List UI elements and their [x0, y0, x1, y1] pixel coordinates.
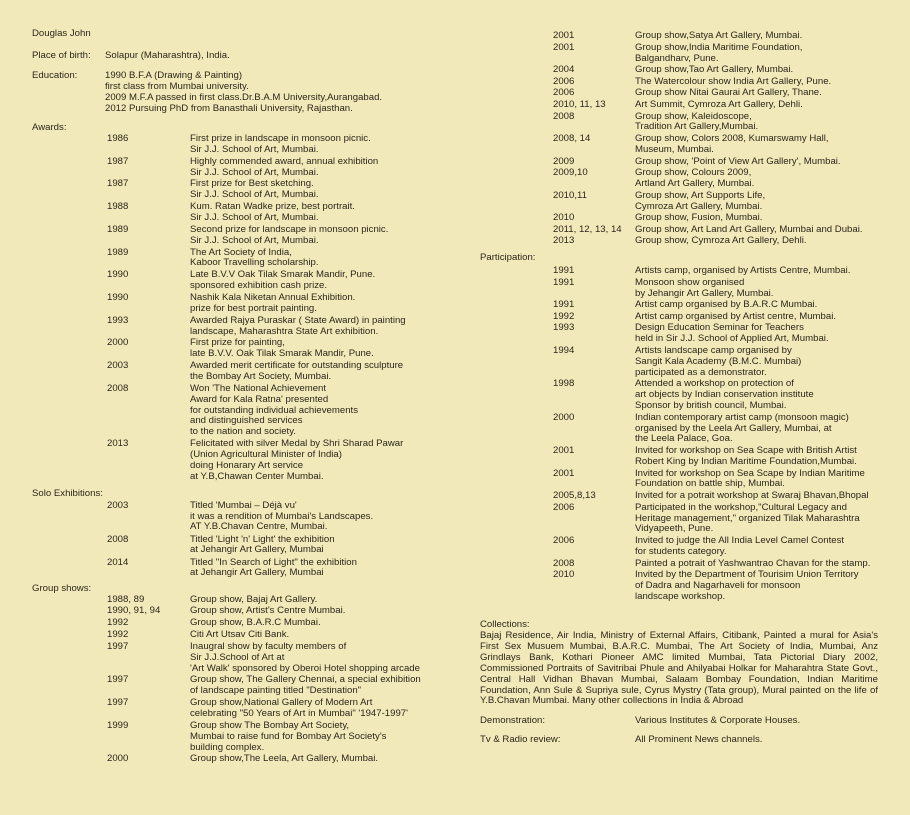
group-text: Group show,The Leela, Art Gallery, Mumbai. — [190, 753, 379, 765]
group-text: Group show, Bajaj Art Gallery. — [190, 593, 318, 605]
collections-line: Commissioned Portraits of Savitribai Phule and Ahilyabai Holkar for Maharahtra State Govt., — [480, 662, 878, 674]
participation-text: participated as a demonstrator. — [635, 366, 767, 378]
award-text: Awarded Rajya Puraskar ( State Award) in painting — [190, 314, 406, 326]
award-year: 1986 — [107, 133, 129, 144]
participation-year: 1994 — [553, 344, 575, 356]
group-cont-text: Tradition Art Gallery,Mumbai. — [635, 121, 759, 133]
participation-text: of Dadra and Nagarhaveli for monsoon — [635, 580, 801, 591]
awards-label: Awards: — [32, 122, 67, 133]
award-year: 2003 — [107, 360, 129, 371]
award-text: First prize for Best sketching. — [190, 178, 314, 190]
participation-text: Invited for a potrait workshop at Swaraj Bhavan,Bhopal — [635, 490, 869, 501]
participation-text: by Jehangir Art Gallery, Mumbai. — [635, 287, 774, 299]
award-text: prize for best portrait painting. — [190, 302, 317, 314]
award-year: 1990 — [107, 291, 129, 303]
participation-year: 1992 — [553, 310, 575, 322]
group-year: 2000 — [107, 753, 129, 765]
participation-text: Artist camp organised by Artist centre, Mumbai. — [635, 310, 837, 322]
award-text: (Union Agricultural Minister of India) — [190, 449, 342, 460]
group-year: 1997 — [107, 674, 129, 686]
award-text: Kum. Ratan Wadke prize, best portrait. — [190, 201, 355, 213]
group-cont-year: 2013 — [553, 235, 575, 247]
education-line: 1990 B.F.A (Drawing & Painting) — [105, 70, 243, 81]
group-year: 1997 — [107, 697, 129, 708]
award-text: Second prize for landscape in monsoon picnic. — [190, 223, 389, 235]
group-cont-year: 2011, 12, 13, 14 — [553, 223, 622, 235]
participation-text: Robert King by Indian Maritime Foundation,Mumbai. — [635, 455, 857, 467]
education-line: first class from Mumbai university. — [105, 80, 249, 92]
participation-text: Artist camp organised by B.A.R.C Mumbai. — [635, 299, 818, 311]
education-line: 2012 Pursuing PhD from Banasthali University, Rajasthan. — [105, 102, 353, 114]
solo-text: at Jehangir Art Gallery, Mumbai — [190, 567, 324, 579]
participation-text: Vidyapeeth, Pune. — [635, 523, 714, 535]
group-cont-text: Cymroza Art Gallery, Mumbai. — [635, 200, 763, 212]
award-text: late B.V.V. Oak Tilak Smarak Mandir, Pune. — [190, 348, 374, 360]
participation-text: Sponsor by british council, Mumbai. — [635, 400, 787, 411]
award-text: Kaboor Travelling scholarship. — [190, 257, 319, 269]
award-text: Sir J.J. School of Art, Mumbai. — [190, 143, 319, 155]
group-cont-text: Group show, Fusion, Mumbai. — [635, 212, 763, 224]
participation-year: 2006 — [553, 501, 575, 513]
award-year: 2008 — [107, 382, 129, 394]
award-year: 1988 — [107, 201, 129, 213]
group-text: Group show, The Gallery Chennai, a special exhibition — [190, 674, 421, 686]
award-text: First prize for painting, — [190, 337, 285, 349]
participation-text: Painted a potrait of Yashwantrao Chavan for the stamp. — [635, 557, 871, 569]
participation-year: 1993 — [553, 322, 575, 334]
award-text: Felicitated with silver Medal by Shri Sharad Pawar — [190, 438, 404, 450]
group-text: Group show, Artist's Centre Mumbai. — [190, 605, 346, 617]
group-cont-year: 2009,10 — [553, 167, 588, 179]
participation-year: 2006 — [553, 535, 575, 546]
award-year: 2013 — [107, 438, 129, 450]
award-text: sponsored exhibition cash prize. — [190, 280, 328, 292]
group-cont-year: 2009 — [553, 155, 575, 167]
group-text: of landscape painting titled "Destination" — [190, 685, 362, 697]
group-text: Group show,National Gallery of Modern Art — [190, 697, 373, 708]
award-text: Sir J.J. School of Art, Mumbai. — [190, 189, 319, 201]
participation-year: 2008 — [553, 557, 575, 569]
group-cont-year: 2006 — [553, 87, 575, 99]
collections-line: First Sex Musuem Mumbai, B.A.R.C. Mumbai, The Art Society of India, Mumbai, Anz — [480, 640, 878, 652]
award-year: 1987 — [107, 178, 129, 190]
award-text: to the nation and society. — [190, 426, 296, 438]
solo-text: Titled 'Mumbai – Déjà vu' — [190, 499, 297, 511]
group-cont-text: Group show Nitai Gaurai Art Gallery, Thane. — [635, 87, 822, 99]
group-year: 1997 — [107, 640, 129, 652]
award-year: 1989 — [107, 223, 129, 235]
collections-line: Foundation, Ann Sule & Supriya sule, Cyrus Mystry (Tata group), Mural painted on the life of — [480, 684, 878, 696]
participation-text: Artists camp, organised by Artists Centre, Mumbai. — [635, 265, 851, 276]
participation-year: 1991 — [553, 265, 575, 276]
award-text: landscape, Maharashtra State Art exhibition. — [190, 325, 379, 337]
group-cont-year: 2006 — [553, 75, 575, 87]
group-cont-year: 2004 — [553, 64, 575, 76]
group-cont-text: Group show, Colours 2009, — [635, 167, 752, 179]
participation-year: 2010 — [553, 569, 575, 581]
group-cont-year: 2008, 14 — [553, 133, 591, 144]
group-cont-year: 2008 — [553, 110, 575, 122]
participation-year: 1998 — [553, 378, 575, 390]
tv-label: Tv & Radio review: — [480, 734, 561, 745]
group-cont-text: Artland Art Gallery, Mumbai. — [635, 178, 755, 189]
participation-text: Invited by the Department of Tourisim Union Territory — [635, 569, 859, 581]
solo-text: Titled "In Search of Light" the exhibition — [190, 556, 357, 568]
award-text: and distinguished services — [190, 415, 303, 427]
award-text: Late B.V.V Oak Tilak Smarak Mandir, Pune. — [190, 269, 376, 281]
participation-text: Sangit Kala Academy (B.M.C. Mumbai) — [635, 355, 802, 367]
participation-text: Attended a workshop on protection of — [635, 378, 794, 390]
group-year: 1999 — [107, 719, 129, 731]
participation-text: Foundation on battle ship, Mumbai. — [635, 478, 785, 490]
group-text: Citi Art Utsav Citi Bank. — [190, 628, 290, 640]
education-line: 2009 M.F.A passed in first class.Dr.B.A.M University,Aurangabad. — [105, 91, 383, 103]
artist-name: Douglas John — [32, 28, 91, 39]
group-cont-text: Group show, Kaleidoscope, — [635, 110, 752, 122]
group-cont-text: Group show, Cymroza Art Gallery, Dehli. — [635, 235, 807, 247]
award-text: First prize in landscape in monsoon picnic. — [190, 133, 371, 144]
award-text: Sir J.J. School of Art, Mumbai. — [190, 234, 319, 246]
participation-year: 2001 — [553, 445, 575, 456]
group-year: 1992 — [107, 628, 129, 640]
group-cont-text: The Watercolour show India Art Gallery, Pune. — [635, 75, 832, 87]
solo-text: it was a rendition of Mumbai's Landscapes. — [190, 510, 374, 522]
education-label: Education: — [32, 70, 78, 81]
group-year: 1990, 91, 94 — [107, 605, 161, 617]
group-text: building complex. — [190, 741, 265, 753]
group-cont-year: 2010 — [553, 212, 575, 224]
group-cont-text: Balgandharv, Pune. — [635, 52, 719, 64]
group-cont-text: Group show,India Maritime Foundation, — [635, 41, 803, 53]
award-text: Awarded merit certificate for outstanding sculpture — [190, 360, 404, 371]
participation-text: Invited for workshop on Sea Scape by Indian Maritime — [635, 467, 865, 479]
demonstration-label: Demonstration: — [480, 715, 546, 726]
group-cont-text: Group show,Satya Art Gallery, Mumbai. — [635, 30, 803, 41]
group-cont-year: 2001 — [553, 30, 575, 41]
participation-text: held in Sir J.J. School of Applied Art, Mumbai. — [635, 333, 829, 345]
group-cont-text: Art Summit, Cymroza Art Gallery, Dehli. — [635, 98, 803, 110]
participation-text: for students category. — [635, 545, 727, 557]
award-text: The Art Society of India, — [190, 246, 292, 258]
group-cont-text: Group show, Art Supports Life, — [635, 189, 766, 201]
award-year: 1987 — [107, 155, 129, 167]
group-cont-text: Museum, Mumbai. — [635, 143, 714, 155]
group-cont-text: Group show, Art Land Art Gallery, Mumbai and Dubai. — [635, 223, 863, 235]
participation-text: Monsoon show organised — [635, 276, 745, 288]
demonstration-value: Various Institutes & Corporate Houses. — [635, 715, 801, 726]
group-year: 1992 — [107, 617, 129, 629]
group-year: 1988, 89 — [107, 593, 145, 605]
solo-year: 2008 — [107, 533, 129, 545]
award-year: 1989 — [107, 246, 129, 258]
participation-text: Artists landscape camp organised by — [635, 344, 792, 356]
participation-year: 2005,8,13 — [553, 490, 596, 501]
group-cont-text: Group show, Colors 2008, Kumarswamy Hall, — [635, 133, 829, 144]
collections-line: Y.B.Chavan Mumbai. Many other collections in India & Abroad — [480, 695, 744, 707]
participation-text: art objects by Indian conservation institute — [635, 389, 814, 401]
solo-label: Solo Exhibitions: — [32, 487, 103, 499]
group-cont-year: 2010,11 — [553, 189, 587, 201]
participation-text: Participated in the workshop,"Cultural Legacy and — [635, 501, 847, 513]
award-text: Highly commended award, annual exhibition — [190, 155, 379, 167]
participation-text: organised by the Leela Art Gallery, Mumbai, at — [635, 422, 832, 434]
collections-label: Collections: — [480, 619, 530, 630]
award-text: doing Honarary Art service — [190, 459, 304, 471]
award-text: Nashik Kala Niketan Annual Exhibition. — [190, 291, 356, 303]
participation-text: Invited for workshop on Sea Scape with British Artist — [635, 445, 857, 456]
tv-value: All Prominent News channels. — [635, 734, 763, 745]
group-text: Group show The Bombay Art Society, — [190, 719, 350, 731]
award-text: for outstanding individual achievements — [190, 404, 358, 416]
group-text: celebrating "50 Years of Art in Mumbai" '1947-1997' — [190, 707, 408, 719]
participation-label: Participation: — [480, 252, 536, 263]
group-text: Inaugral show by faculty members of — [190, 640, 347, 652]
award-year: 2000 — [107, 337, 129, 349]
solo-text: at Jehangir Art Gallery, Mumbai — [190, 544, 324, 556]
participation-year: 1991 — [553, 299, 575, 311]
collections-line: Grindlays Bank, Kothari Pioneer AMC limited Mumbai, Tata Pictorial Diary 2002, — [480, 651, 878, 663]
participation-text: Indian contemporary artist camp (monsoon magic) — [635, 411, 849, 423]
group-cont-year: 2001 — [553, 41, 575, 53]
participation-text: the Leela Palace, Goa. — [635, 433, 733, 445]
participation-text: landscape workshop. — [635, 590, 726, 602]
participation-text: Design Education Seminar for Teachers — [635, 322, 804, 334]
solo-year: 2014 — [107, 556, 129, 568]
place-label: Place of birth: — [32, 50, 91, 61]
group-text: Sir J.J.School of Art at — [190, 651, 285, 663]
participation-text: Heritage management," organized Tilak Maharashtra — [635, 512, 860, 524]
group-cont-year: 2010, 11, 13 — [553, 98, 606, 110]
award-year: 1990 — [107, 269, 129, 281]
collections-line: Central Hall Vidhan Bhavan Mumbai, Salaam Bombay Foundation, Indian Maritime — [480, 673, 878, 685]
participation-year: 2000 — [553, 411, 575, 423]
group-cont-text: Group show, 'Point of View Art Gallery', Mumbai. — [635, 155, 841, 167]
award-text: at Y.B,Chawan Center Mumbai. — [190, 470, 324, 482]
participation-year: 1991 — [553, 276, 575, 288]
group-label: Group shows: — [32, 582, 92, 594]
award-text: Sir J.J. School of Art, Mumbai. — [190, 166, 319, 178]
award-text: Sir J.J. School of Art, Mumbai. — [190, 212, 319, 223]
group-text: Mumbai to raise fund for Bombay Art Society's — [190, 730, 387, 742]
solo-year: 2003 — [107, 499, 129, 511]
participation-year: 2001 — [553, 467, 575, 479]
award-year: 1993 — [107, 314, 129, 326]
participation-text: Invited to judge the All India Level Camel Contest — [635, 535, 845, 546]
group-text: 'Art Walk' sponsored by Oberoi Hotel shopping arcade — [190, 662, 420, 674]
solo-text: Titled 'Light 'n' Light' the exhibition — [190, 533, 335, 545]
place-value: Solapur (Maharashtra), India. — [105, 50, 230, 61]
group-text: Group show, B.A.R.C Mumbai. — [190, 617, 321, 629]
solo-text: AT Y.B.Chavan Centre, Mumbai. — [190, 521, 328, 533]
award-text: Award for Kala Ratna' presented — [190, 393, 329, 405]
award-text: the Bombay Art Society, Mumbai. — [190, 370, 332, 382]
group-cont-text: Group show,Tao Art Gallery, Mumbai. — [635, 64, 794, 76]
award-text: Won 'The National Achievement — [190, 382, 327, 394]
collections-line: Bajaj Residence, Air India, Ministry of External Affairs, Citibank, Painted a mural for Asia's — [480, 630, 878, 641]
